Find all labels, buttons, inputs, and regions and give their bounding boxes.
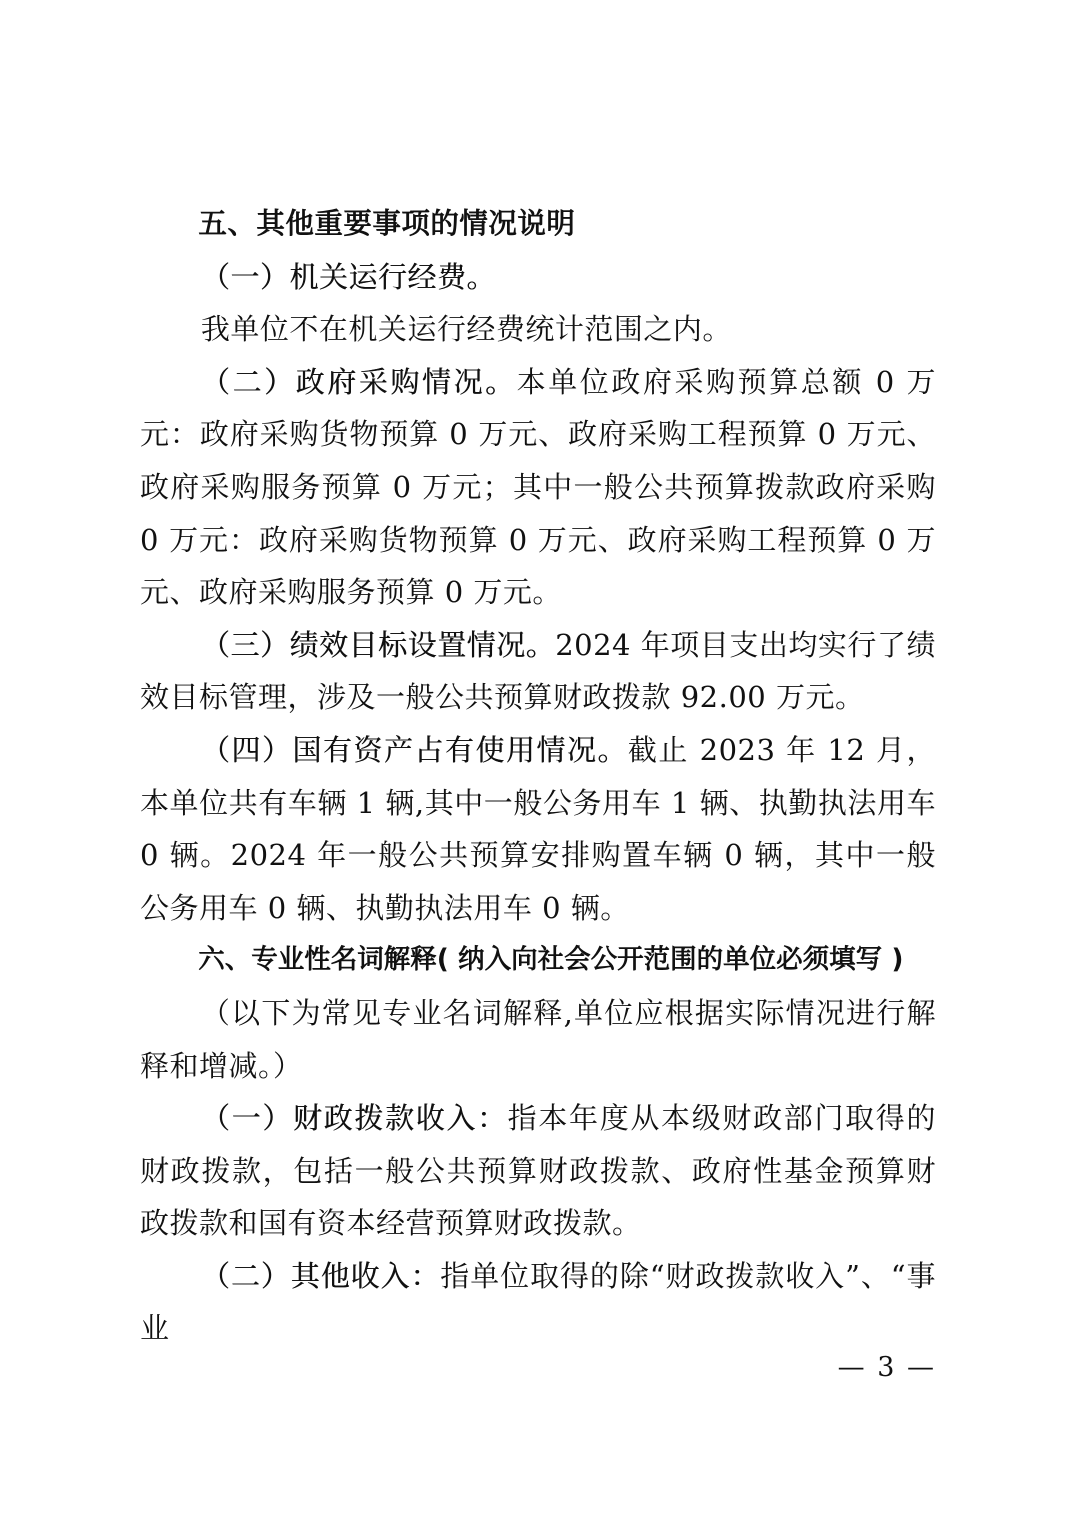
paragraph-term-other-income-lead: （二）其他收入： xyxy=(200,1258,441,1293)
paragraph-state-assets-lead: （四）国有资产占有使用情况。 xyxy=(200,732,628,767)
paragraph-performance-lead: （三）绩效目标设置情况。 xyxy=(200,627,556,662)
section5-heading: 五、其他重要事项的情况说明 xyxy=(198,207,576,240)
section6-heading: 六、专业性名词解释( 纳入向社会公开范围的单位必须填写 ) xyxy=(198,944,904,976)
document-body xyxy=(140,198,936,1355)
paragraph-term-other-income xyxy=(140,1250,936,1355)
paragraph-procurement-lead: （二）政府采购情况。 xyxy=(200,364,517,399)
paragraph-procurement xyxy=(140,356,936,619)
paragraph-state-assets xyxy=(140,724,936,934)
paragraph-procurement-body: 本单位政府采购预算总额 0 万元：政府采购货物预算 0 万元、政府采购工程预算 0 万元、政府采购服务预算 0 万元；其中一般公共预算拨款政府采购 0 万元：政府采购货物预算 0 万元、政府采购工程预算 0 万元、政府采购服务预算 0 万元。 xyxy=(140,364,936,610)
paragraph-glossary-note: （以下为常见专业名词解释,单位应根据实际情况进行解释和增减。） xyxy=(140,995,936,1083)
paragraph-agency-funds xyxy=(140,251,936,304)
paragraph-term-fiscal-appropriation-body: 指本年度从本级财政部门取得的财政拨款，包括一般公共预算财政拨款、政府性基金预算财政拨款和国有资本经营预算财政拨款。 xyxy=(140,1101,936,1241)
paragraph-term-fiscal-appropriation xyxy=(140,1092,936,1250)
paragraph-term-fiscal-appropriation-lead: （一）财政拨款收入： xyxy=(200,1101,508,1136)
page-number: — 3 — xyxy=(837,1352,936,1383)
paragraph-performance xyxy=(140,619,936,724)
paragraph-agency-funds-lead: （一）机关运行经费。 xyxy=(200,259,496,294)
paragraph-term-other-income-body: 指单位取得的除“财政拨款收入”、“事业 xyxy=(140,1258,936,1346)
paragraph-agency-funds-note: 我单位不在机关运行经费统计范围之内。 xyxy=(200,312,732,347)
paragraph-performance-body: 2024 年项目支出均实行了绩效目标管理，涉及一般公共预算财政拨款 92.00 万元。 xyxy=(140,627,936,715)
paragraph-state-assets-body: 截止 2023 年 12 月，本单位共有车辆 1 辆,其中一般公务用车 1 辆、执勤执法用车 0 辆。2024 年一般公共预算安排购置车辆 0 辆，其中一般公务用车 0 辆、执勤执法用车 0 辆。 xyxy=(140,732,936,925)
